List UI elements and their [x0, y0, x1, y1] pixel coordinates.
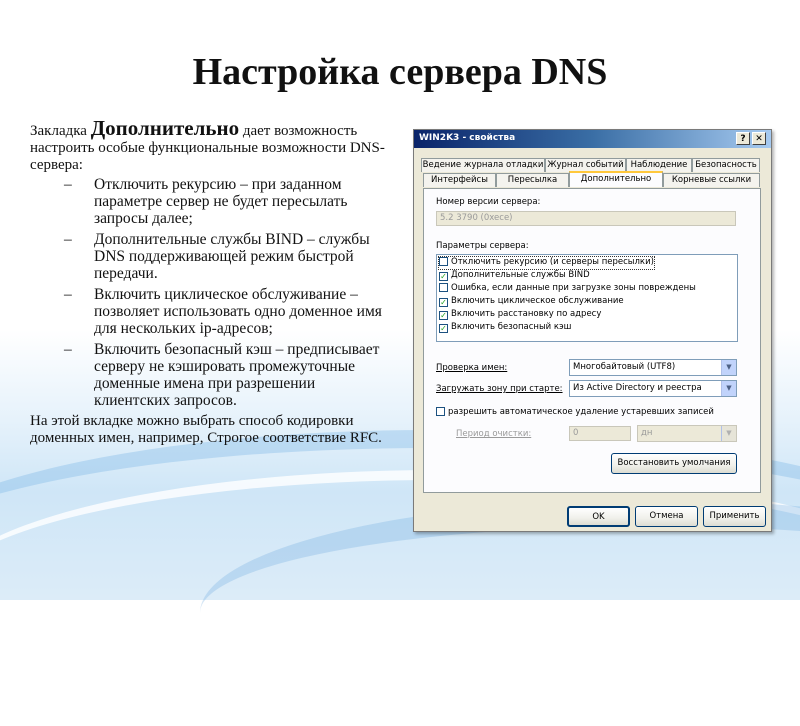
- option-row[interactable]: [439, 283, 696, 295]
- checkbox-checked[interactable]: ✓: [440, 311, 447, 320]
- cancel-button[interactable]: Отмена: [635, 506, 698, 527]
- option-row[interactable]: [439, 309, 601, 321]
- bullet-item: [64, 286, 385, 337]
- cleanup-unit-select: [637, 425, 737, 442]
- tab-event-log[interactable]: Журнал событий: [545, 158, 626, 172]
- chevron-down-icon: ▼: [721, 426, 736, 441]
- bullet-list: [30, 176, 385, 409]
- option-label: Дополнительные службы BIND: [451, 270, 590, 280]
- auto-delete-row[interactable]: [436, 407, 714, 419]
- background-swoosh: [200, 500, 800, 726]
- bullet-dash: –: [64, 231, 72, 248]
- tab-root-hints[interactable]: Корневые ссылки: [663, 173, 760, 187]
- intro-paragraph: [30, 116, 385, 174]
- dialog-titlebar[interactable]: [414, 130, 771, 148]
- server-options-list[interactable]: [436, 254, 738, 342]
- checkbox[interactable]: [439, 283, 448, 292]
- outro-paragraph: На этой вкладке можно выбрать способ кодировки доменных имен, например, Строгое соответствие RFC.: [30, 413, 382, 446]
- bullet-text: Включить циклическое обслуживание – позволяет использовать одно доменное имя для нескольких ip-адресов;: [94, 286, 382, 337]
- name-check-label: Проверка имен:: [436, 363, 508, 373]
- checkbox-checked[interactable]: ✓: [440, 298, 447, 307]
- tab-monitoring[interactable]: Наблюдение: [626, 158, 692, 172]
- tab-interfaces[interactable]: Интерфейсы: [423, 173, 496, 187]
- restore-defaults-button[interactable]: Восстановить умолчания: [611, 453, 737, 474]
- option-label: Включить расстановку по адресу: [451, 309, 602, 319]
- slide-title: Настройка сервера DNS: [192, 51, 608, 93]
- zone-load-label: Загружать зону при старте:: [436, 384, 563, 394]
- version-label: Номер версии сервера:: [436, 197, 541, 207]
- checkbox-checked[interactable]: ✓: [440, 272, 447, 281]
- slide-body: [30, 116, 385, 449]
- option-row[interactable]: [439, 257, 654, 269]
- option-label: Включить безопасный кэш: [451, 322, 572, 332]
- version-field: 5.2 3790 (0xece): [436, 211, 736, 226]
- name-check-select[interactable]: [569, 359, 737, 376]
- options-label: Параметры сервера:: [436, 241, 529, 251]
- intro-highlight: Дополнительно: [90, 116, 240, 140]
- option-row[interactable]: [439, 270, 590, 282]
- bullet-dash: –: [64, 286, 72, 303]
- auto-delete-label: разрешить автоматическое удаление устаревших записей: [448, 407, 714, 417]
- option-row[interactable]: [439, 296, 624, 308]
- intro-prefix: Закладка: [30, 123, 87, 139]
- apply-button[interactable]: Применить: [703, 506, 766, 527]
- zone-load-value: Из Active Directory и реестра: [573, 383, 702, 393]
- help-button[interactable]: ?: [736, 132, 750, 145]
- bullet-text: Дополнительные службы BIND – службы DNS поддерживающей режим быстрой передачи.: [94, 231, 370, 282]
- zone-load-select[interactable]: [569, 380, 737, 397]
- intro-rest: дает возможность настроить особые функциональные возможности DNS-сервера:: [30, 123, 385, 173]
- tab-advanced[interactable]: Дополнительно: [569, 171, 663, 187]
- cleanup-value-field: 0: [569, 426, 631, 441]
- advanced-tab-panel: [423, 188, 761, 493]
- bullet-dash: –: [64, 176, 72, 193]
- chevron-down-icon[interactable]: ▼: [721, 360, 736, 375]
- option-row[interactable]: [439, 322, 571, 334]
- option-label: Ошибка, если данные при загрузке зоны повреждены: [451, 283, 696, 293]
- bullet-text: Включить безопасный кэш – предписывает серверу не кэшировать промежуточные доменные имена при разрешении клиентских запросов.: [94, 341, 380, 409]
- tab-debug-log[interactable]: Ведение журнала отладки: [422, 160, 544, 170]
- bullet-item: [64, 341, 385, 409]
- cleanup-unit-value: дн: [641, 428, 653, 438]
- cleanup-label: Период очистки:: [456, 429, 532, 439]
- tab-forwarders[interactable]: Пересылка: [496, 173, 569, 187]
- bullet-text: Отключить рекурсию – при заданном параметре сервер не будет пересылать запросы далее;: [94, 176, 348, 227]
- option-label: Включить циклическое обслуживание: [451, 296, 624, 306]
- checkbox-checked[interactable]: ✓: [440, 324, 447, 333]
- name-check-value: Многобайтовый (UTF8): [573, 362, 676, 372]
- bullet-item: [64, 231, 385, 282]
- bullet-dash: –: [64, 341, 72, 358]
- checkbox[interactable]: [436, 407, 445, 416]
- dialog-title: WIN2K3 - свойства: [419, 133, 516, 143]
- checkbox[interactable]: [439, 257, 448, 266]
- option-label: Отключить рекурсию (и серверы пересылки): [451, 257, 654, 267]
- bullet-item: [64, 176, 385, 227]
- close-button[interactable]: ✕: [752, 132, 766, 145]
- chevron-down-icon[interactable]: ▼: [721, 381, 736, 396]
- properties-dialog: [413, 129, 772, 532]
- ok-button[interactable]: OK: [567, 506, 630, 527]
- tab-security[interactable]: Безопасность: [692, 158, 760, 172]
